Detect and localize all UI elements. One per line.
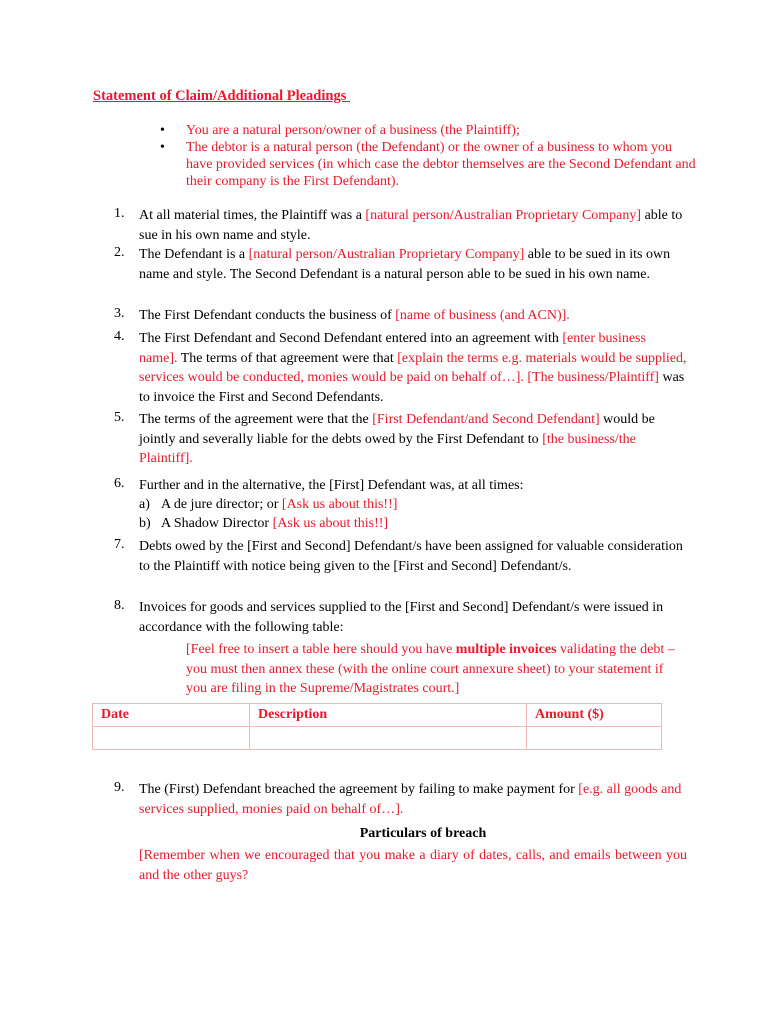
pleading-item-5: The terms of the agreement were that the [First Defendant/and Second Defendant] would be jointly and severally liable for the debts owed by the First Defendant to [the business/the Plaintiff]. <box>139 412 655 466</box>
item-number: 4. <box>114 329 125 344</box>
item-number: 2. <box>114 245 125 260</box>
item-number: 3. <box>114 306 125 321</box>
particulars-heading: Particulars of breach <box>359 826 487 841</box>
pleading-item-2: The Defendant is a [natural person/Australian Proprietary Company] able to be sued in its own name and style. The Second Defendant is a natural person able to be sued in his own name. <box>139 247 671 282</box>
assumption-list <box>160 122 700 190</box>
item-number: 7. <box>114 537 125 552</box>
table-header-row <box>93 704 662 727</box>
item-number: 1. <box>114 206 125 221</box>
pleading-item-8: Invoices for goods and services supplied to the [First and Second] Defendant/s were issued in accordance with the following table: <box>139 600 664 635</box>
bullet-item: • The debtor is a natural person (the Defendant) or the owner of a business to whom you have provided services (in which case the debtor themselves are the Second Defendant and their company is the First Defendant). <box>160 139 700 190</box>
item-number: 9. <box>114 780 125 795</box>
pleading-item-1: At all material times, the Plaintiff was a [natural person/Australian Proprietary Company] able to sue in his own name and style. <box>139 208 683 243</box>
table-cell[interactable] <box>527 727 662 750</box>
item-number: 5. <box>114 410 125 425</box>
pleading-item-4: The First Defendant and Second Defendant entered into an agreement with [enter business name]. The terms of that agreement were that [explain the terms e.g. materials would be supplied, services would be conducted, monies would be paid on behalf of…]. [The business/Plaintiff] was to invoice the First and Second Defendants. <box>139 331 687 405</box>
bullet-item: • You are a natural person/owner of a business (the Plaintiff); <box>160 122 700 139</box>
sub-item-a: a) A de jure director; or [Ask us about this!!] <box>139 497 398 512</box>
document-title: Statement of Claim/Additional Pleadings <box>93 88 350 104</box>
column-header-description: Description <box>250 704 527 727</box>
table-cell[interactable] <box>250 727 527 750</box>
particulars-text: [Remember when we encouraged that you make a diary of dates, calls, and emails between you and the other guys? <box>139 848 687 883</box>
column-header-amount: Amount ($) <box>527 704 662 727</box>
table-cell[interactable] <box>93 727 250 750</box>
item-number: 8. <box>114 598 125 613</box>
pleading-item-6: Further and in the alternative, the [First] Defendant was, at all times: <box>139 478 524 493</box>
item-number: 6. <box>114 476 125 491</box>
pleading-item-7: Debts owed by the [First and Second] Defendant/s have been assigned for valuable consideration to the Plaintiff with notice being given to the [First and Second] Defendant/s. <box>139 539 683 574</box>
invoice-table-note: [Feel free to insert a table here should you have multiple invoices validating the debt – you must then annex these (with the online court annexure sheet) to your statement if you are filing in the Supreme/Magistrates court.] <box>186 642 675 696</box>
pleading-item-9: The (First) Defendant breached the agreement by failing to make payment for [e.g. all goods and services supplied, monies paid on behalf of…]. <box>139 782 682 817</box>
table-row <box>93 727 662 750</box>
invoice-table <box>92 703 662 750</box>
column-header-date: Date <box>93 704 250 727</box>
sub-item-b: b) A Shadow Director [Ask us about this!!] <box>139 516 389 531</box>
pleading-item-3: The First Defendant conducts the business of [name of business (and ACN)]. <box>139 308 570 323</box>
